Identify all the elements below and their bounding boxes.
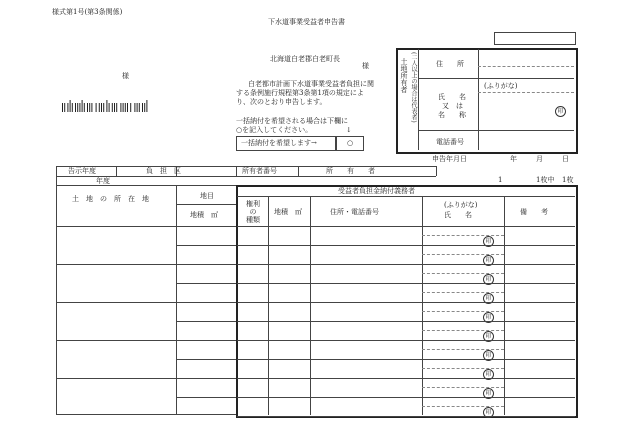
owner-header: 所 有 者 <box>326 167 375 175</box>
name-header: 氏 名 <box>444 211 472 219</box>
row-seal-icon: 印 <box>483 236 494 247</box>
name-label-2: 又 は <box>442 102 463 110</box>
row-seal-icon: 印 <box>483 369 494 380</box>
owner-seal-icon: 印 <box>555 106 566 117</box>
lump-payment-label-box <box>236 136 336 151</box>
form-label: 様式第1号(第3条関係) <box>52 8 123 16</box>
day-label: 日 <box>562 155 569 163</box>
notice-year-header: 告示年度 <box>68 167 96 175</box>
sheet-of: 1枚中 <box>536 176 555 184</box>
body-text-1: 白老都市計画下水道事業受益者負担に関 <box>248 80 374 88</box>
phone-label: 電話番号 <box>436 138 464 146</box>
row-seal-icon: 印 <box>483 388 494 399</box>
body-text-3: り、次のとおり申告します。 <box>236 98 327 106</box>
year-label: 年 <box>510 155 517 163</box>
obligor-header: 受益者負担金納付義務者 <box>338 187 415 195</box>
right-type-1: 権利 <box>246 200 260 208</box>
sama-right: 様 <box>362 62 369 70</box>
area-header: 地積 ㎡ <box>190 211 218 219</box>
area-col-header: 地積 ㎡ <box>274 208 302 216</box>
furigana-label: (ふりがな) <box>484 82 518 90</box>
reception-box[interactable] <box>494 32 576 45</box>
address-label: 住 所 <box>436 60 464 68</box>
name-label-3: 名 称 <box>438 111 466 119</box>
lump-circle-mark: ○ <box>346 139 354 147</box>
sama-left: 様 <box>122 72 129 80</box>
address-phone-header: 住所・電話番号 <box>330 208 379 216</box>
owner-paren-label: (二人以上の場合は代表者) <box>410 52 417 123</box>
row-seal-icon: 印 <box>483 407 494 418</box>
barcode-icon <box>62 100 200 112</box>
row-seal-icon: 印 <box>483 293 494 304</box>
row-seal-icon: 印 <box>483 350 494 361</box>
lump-note-2: ○を記入してください。 <box>236 126 313 134</box>
remarks-header: 備 考 <box>520 208 548 216</box>
burden-area-header: 負 担 区 <box>146 167 181 175</box>
right-type-3: 種類 <box>246 216 260 224</box>
report-date-label: 申告年月日 <box>432 155 467 163</box>
lump-payment-checkbox[interactable] <box>336 136 364 151</box>
furigana-header: (ふりがな) <box>444 201 478 209</box>
owner-box <box>396 48 578 154</box>
lump-payment-label: 一括納付を希望します→ <box>241 139 317 147</box>
month-label: 月 <box>536 155 543 163</box>
chiban-header: 地目 <box>200 192 214 200</box>
sheet-total: 1枚 <box>562 176 574 184</box>
row-seal-icon: 印 <box>483 331 494 342</box>
right-type-2: の <box>249 208 257 216</box>
row-seal-icon: 印 <box>483 312 494 323</box>
name-label-1: 氏 名 <box>438 93 466 101</box>
sheet-number: 1 <box>498 176 503 184</box>
row-seal-icon: 印 <box>483 255 494 266</box>
addressee: 北海道白老郡白老町長 <box>270 55 340 63</box>
nendo-label: 年度 <box>96 177 110 185</box>
body-text-2: する条例施行規程第3条第1項の規定によ <box>236 89 364 97</box>
owner-number-header: 所有者番号 <box>242 167 277 175</box>
page-title: 下水道事業受益者申告書 <box>268 18 345 26</box>
land-location-header: 土 地 の 所 在 地 <box>72 195 149 203</box>
lump-note-1: 一括納付を希望される場合は下欄に <box>236 117 348 125</box>
arrow-down-icon: ↓ <box>346 126 352 134</box>
row-seal-icon: 印 <box>483 274 494 285</box>
owner-vertical-label: 土地所有者 <box>400 58 408 93</box>
